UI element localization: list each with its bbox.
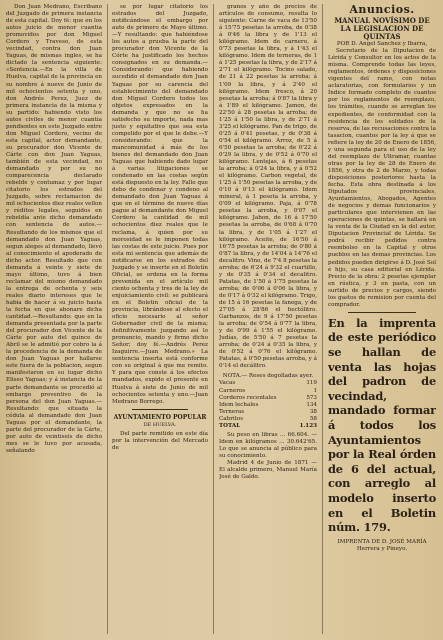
ayuntamiento-text: Del parte remitido en este día por la intervención del Mercado de <box>112 430 208 451</box>
sentencia-continuation-text: se por lugar citatorio los estrados del Juzgado, notificándose el embargo por auto de primero de Mayo último.—Y resultando: que habiéndose los autos a prueba la parte del procurador don Vicente de la Córte ha justificado los hechos consignados en su demanda.—Considerando: que habiendo sucedido el demandado don Juan Yaguas por su carencia del establecimiento del demandado don Miguel Cordero todos los objetos expresados en la demanda y que no se ha satisfecho su importe, nada mas justo y equitativo que sea esta compelido por el que le debe.—Y considerando: que la mancomunidad á más de los bienes del demandado don Juan Yaguas que habiendo dado lugar á varias litigaciones se condenado en las costas según está dispuesto en la ley. Fallo que debo de condenar y condeno al demandado don Juan Yaguas á que en el término de nueve días pague al demandante don Miguel Cordero la cantidad de mil ochocientos diez reales que le reclama, á quien por su morosidad se le imponen todas las costas de este juicio. Pues por esta mi sentencia que además de notificarse en los estrados del Juzgado y se inserte en el Boletín Oficial, se ordena en la forma prevenida en el artículo mil ciento ochenta y tres de la ley de enjuiciamiento civil: se publicará en el Boletin oficial de la provincia, librándose al efecto el oficio necesario al señor Gobernador civil de la misma; definitivamente juzgando así lo pronuncio, mando y firmo dicho Señor; doy fé.—Andrés Perez Izaguirre.—Juan Medrano.» La sentencia inserta está conforme con su original á que me remito. Y para que conste á los efectos mandados, expido el presente en Huelva á siete de Junio de mil ochocientos setenta y uno.—Juan Medrano Borrego. <box>112 4 208 405</box>
column-divider <box>107 4 108 634</box>
column-3 <box>219 4 317 634</box>
column-1 <box>6 4 102 634</box>
reses-row: Corderos recentales 573 <box>219 394 317 401</box>
manual-description: Secretario de la Diputacion de Lérida y Consultor en los actos de la misma. Comprende todas las leyes, reglamentos, órdenes y disposiciones vigentes del ramo, con notas aclaratorias, con formularios y un Índice formado completo de cuantos por los reglamentos de reemplazo, los trámites, cuando se arreglan los expedientes, de conformidad con la residencia de los soldados de la reserva, de las recusaciones contra la tasacion, cuantos por la ley á que se refiere la ley de 20 de Enero de 1856, y una segunda para el uso de la ley del reemplazo de Ultramar, cuantas otras por la ley de 28 de Enero de 1856, y otra de 2 de Marzo, y todas disposiciones posteriores hasta la fecha. Esta obra destinada á los Diputados provinciales, Ayuntamientos, Abogados, Agentes de negocios y demas funcionarios y particulares que intervienen en las operaciones de quintas, se hallará en la venta de la Ciudad en la del autor, Diputacion Provincial de Lérida. Se podrá recibir pedidos contra reembolso en la Capital y otros pueblos en las demas provincias. Los pedidos pueden dirigirse á D. José Sol é hijo, su casa editorial en Lérida. Precio de la obra: 2 pesetas ejemplar en rústica, y 3 en pasta, con un surtido de precios y cargos, siendo los gastos de remision por cuenta del comprador. <box>328 48 436 308</box>
sentencia-text: Don Juan Medrano, Escribano del Juzgado de primera instancia de esta capital. Doy fé: que en los autos juicio de menor cuantia promovidos por don Miguel Cordero y Traveso, de esta vecindad, contra don Juan Yaguas, de mismas ingles, se ha dictado la sentencia siguiente: «Sentencia.—En la villa de Huelva, capital de la provincia en su nombre á nueve de Junio de mil ochocientos setenta y uno, don Andrés Perez, Juez de primera instancia de la misma y su partido: habiendo visto los autos civiles de menor cuantia pendientes en este Juzgado entre don Miguel Cordero, vecino de esta capital, actor demandante, su procurador don Vicente de Cárte con don Juan Yaguas, también de esta vecindad, no demandado y por su no comparecencia declarado rebelde y contumaz y por lugar citatorio los estrados del Juzgado, sobre reclamacion de mil ochocientos diez reales vellon y réditos legales, seguidos en rebeldía ante dicho demandado con sentencia de autos.—Resultando de los mismos que el demandado don Juan Yaguas, segun aleges al demandado, llevó al conocimiento el apoderado de dicho actor. Resultado que con demanda á veinte y siete de mayo último, tuvo á bien reclamar del mismo demandado la entrega de ochenta y seis reales diario intereses que le habia de hacer á su juicio hasta la fecha en que abonare dicha cantidad.—Resultando: que en la demanda presentada por la parte del procurador don Vicente de la Cárte por auto del quince de Abril se le admitió por cobro la á la procedencia de la demanda de don Juan Yaguas por hallarse este fuera de la poblacion, segun manifestaron en su lugar dicho Eliseo Yaguas; y á instancia de la parte demandante se procedió al embargo preventivo de la persona del don Juan Yaguas.—Resultando: que situada la cédula al demandado don Juan Yaguas por el demandante, la parte del procurador de la Cárte, por auto de veintiseis de dicho mes se le tuvo por acusada, señalando <box>6 4 102 454</box>
column-4 <box>328 4 436 634</box>
ayuntamiento-title: AYUNTAMIENTO POPULAR <box>113 413 207 421</box>
imprenta-footer: IMPRENTA DE D. JOSÉ MARÍA Herrera y Pineyo. <box>337 538 427 552</box>
column-divider <box>322 4 323 634</box>
reses-list <box>219 380 317 429</box>
column-2 <box>112 4 208 634</box>
reses-row: Vacas 119 <box>219 380 317 387</box>
section-divider <box>348 312 416 313</box>
manual-title: MANUAL NOVÍSIMO DE LA LEGISLACION DE QUINTAS <box>334 16 430 42</box>
reses-row: Carneros 1 <box>219 387 317 394</box>
anuncios-heading: Anuncios. <box>349 4 415 16</box>
reses-title: NOTA.— Reses degolladas ayer. <box>222 373 314 380</box>
precios-text: granos y año de precios de artículos de consumo, resulta lo siguiente: Carne de vaca de 13'50 á 15'75 pesetas la arroba, de 0'38 á 0'46 la libra y de 1'13 el kilógramo. Idem de carnero, á 0'73 pesetas la libra, y á 1'43 el kilógramo. Idem de terneras, de 1 á 1'25 pesetas la libra, y de 2'17 á 2'71 el kilógramo. Tocino salado, de 21 á 22 pesetas la arroba; á 1'09 la libra, y á 2'40 el kilógramo. Idem fresco, á 20 pesetas la arroba; á 0'87 la libra y á 1'89 el kilógramo. Jamon, de 22'50 á 28 pesetas la arroba; de 1'25 á 1'50 la libra, y de 2'71 á 3'25 el kilógramo. Pan de trigo, de 0'25 á 0'41 pesetas, y de 0'38 á 0'54 el kilógramo. Arroz, de 5 á 6'50 pesetas la arroba; de 0'22 á 0'29 la libra, y de 0'52 á 0'70 el kilógramo. Lentejas, á 6 pesetas la arroba; á 0'24 la libra, y á 0'52 el kilógramo. Carbon vegetal, de 1'25 á 1'50 pesetas la arroba, y de 0'10 á 0'13 el kilógramo. Idem mineral, á 1 peseta la arroba, y 0'09 el kilógramo. Paja, á 0'78 pesetas la arroba, y 0'07 el kilógramo. Jabon, de 16 á 17'50 pesetas la arroba, de 0'68 á 0'70 la libra, y de 1'05 á 1'27 el kilógramo. Aceite, de 16'50 á 16'75 pesetas la arroba; de 0'80 á 0'87 la libra, y de 14'04 á 14'76 el decalitro. Vino, de 7'4 8 pesetas la arroba; de 6'24 á 9'32 el cuartillo, y de 0'35 á 0'34 el decalitro. Patatas, de 1'50 á 1'75 pesetas la arroba; de 0'06 á 0'06 la libra, y de 0'17 á 0'32 el kilógramo. Trigo, de 15 á 16 pesetas la fanega, y de 27'05 á 28'86 el hectólitro. Garbanzos, de 9 á 17'50 pesetas la arroba; de 0'54 á 0'77 la libra, y de 0'99 á 1'55 el kilógramo. Judías, de 5'50 á 7 pesetas la arroba; de 0'24 á 0'35 la libra, y de 0'52 á 0'76 el kilógramo. Patatas, á 0'50 pesetas arroba, y á 0'14 el decálitro. <box>219 4 317 370</box>
reses-row: Idem lechales 134 <box>219 401 317 408</box>
firma-text: Madrid 4 de Junio de 1871 — El alcalde primero, Manuel María José de Galdo. <box>219 460 317 481</box>
imprenta-announcement: En la imprenta de este periódico se hallan de venta las hojas del padron de vecindad, mandado formar á todos los Ayuntamientos por la Real órden de 6 del actual, con arreglo al modelo inserto en el Boletin núm. 179. <box>328 315 436 535</box>
reses-row: Terneras 38 <box>219 408 317 415</box>
reses-row: Cabritos 58 <box>219 415 317 422</box>
ayuntamiento-subtitle: DE HUELVA. <box>143 421 177 428</box>
reses-total-row: TOTAL 1.123 <box>219 422 317 429</box>
peso-text: Su peso en libras ... 66.604. — Idem en kilógramos ... 30.642'65. Lo que se anuncia al público para su conocimiento. <box>219 431 317 459</box>
column-divider <box>213 4 214 634</box>
section-divider <box>132 409 188 410</box>
manual-author: POR D. Angel Sanchez y Ibarra, <box>336 41 428 48</box>
